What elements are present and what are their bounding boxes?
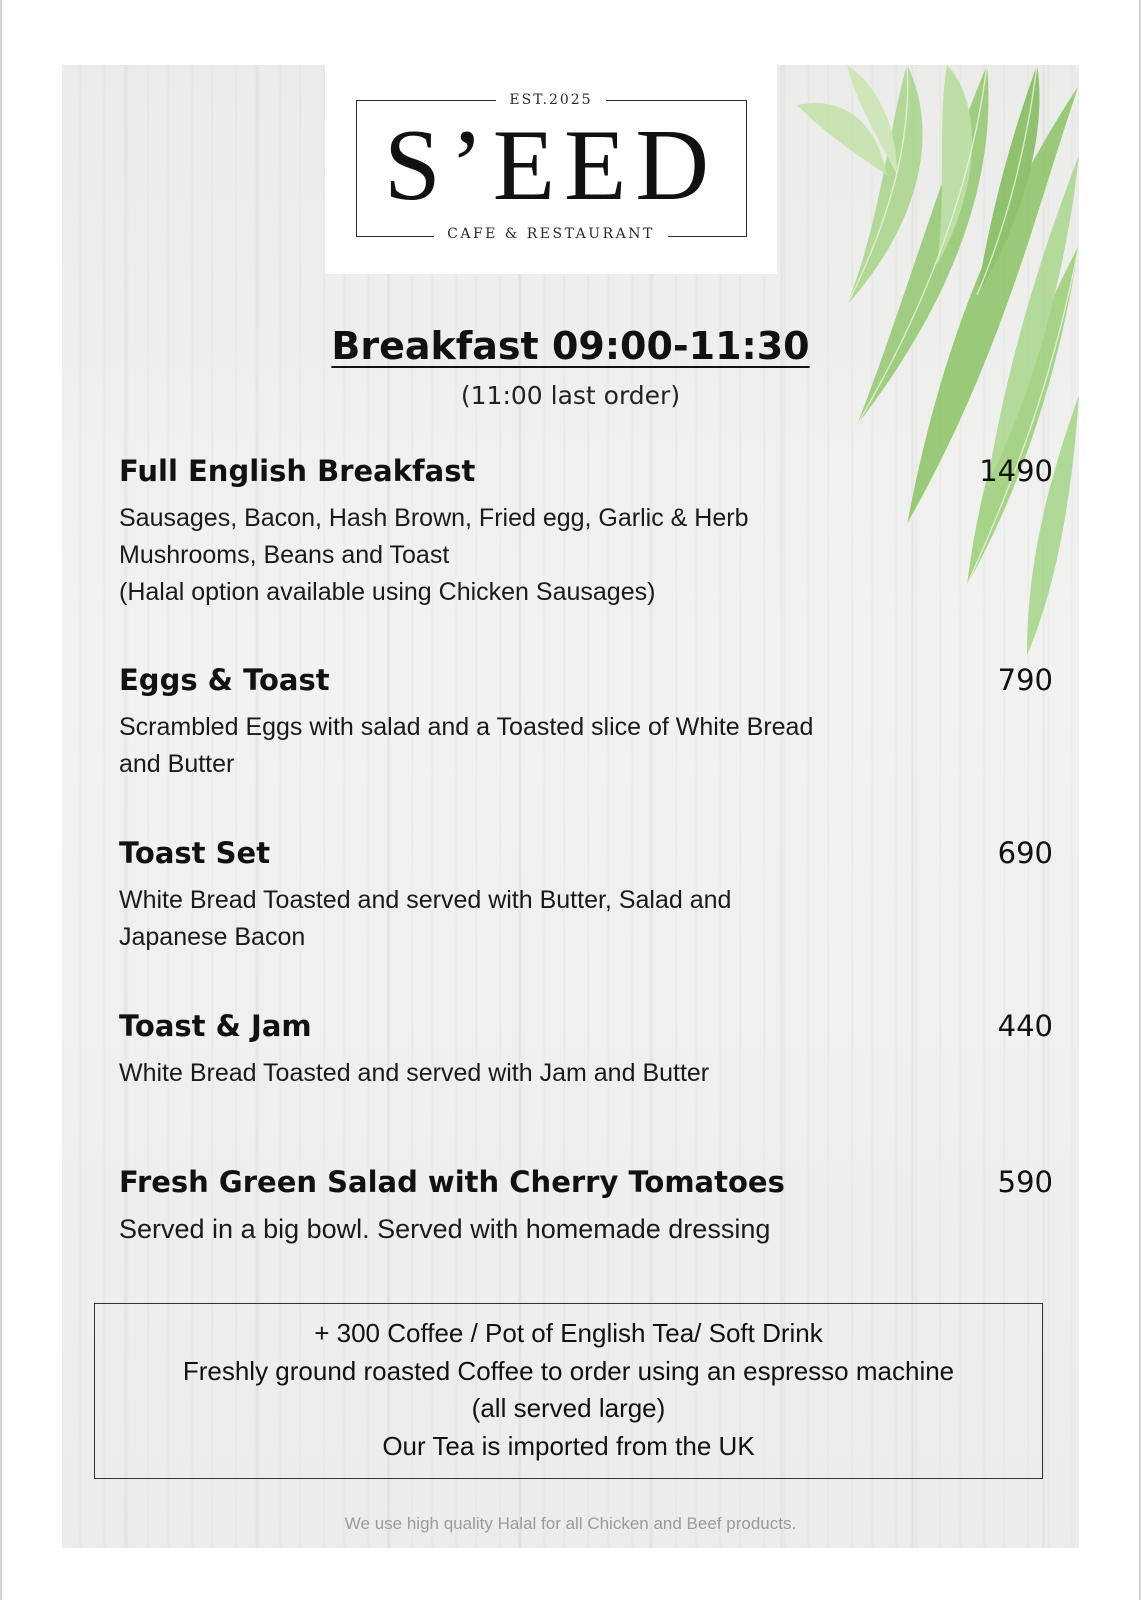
logo-name: S’EED (384, 109, 718, 222)
menu-item-name: Full English Breakfast (119, 454, 476, 488)
menu-item-description: Served in a big bowl. Served with homemade dressing (119, 1214, 771, 1244)
logo-subtitle: CAFE & RESTAURANT (434, 226, 668, 242)
menu-item-price: 440 (997, 1009, 1053, 1043)
menu-item-name: Fresh Green Salad with Cherry Tomatoes (119, 1165, 785, 1199)
menu-item-name: Toast & Jam (119, 1009, 312, 1043)
menu-item-description: Sausages, Bacon, Hash Brown, Fried egg, Garlic & Herb Mushrooms, Beans and Toast (Halal option available using Chicken Sausages) (119, 504, 749, 606)
menu-item-price: 1490 (979, 454, 1053, 488)
drinks-line: (all served large) (471, 1393, 666, 1423)
menu-item-description: White Bread Toasted and served with Jam and Butter (119, 1059, 710, 1087)
menu-item-price: 690 (997, 836, 1053, 870)
menu-board (62, 65, 1079, 1548)
halal-note: We use high quality Halal for all Chicken and Beef products. (344, 1514, 797, 1533)
drinks-text (95, 1315, 1042, 1465)
page-edge-left (0, 0, 2, 1600)
menu-item-name: Eggs & Toast (119, 663, 330, 697)
drinks-line: Our Tea is imported from the UK (382, 1430, 755, 1461)
logo (325, 65, 777, 274)
menu-title: Breakfast 09:00-11:30 (331, 324, 810, 368)
menu-item-description: Scrambled Eggs with salad and a Toasted slice of White Bread and Butter (119, 713, 814, 778)
drinks-line: Freshly ground roasted Coffee to order using an espresso machine (182, 1355, 955, 1386)
menu-subtitle: (11:00 last order) (460, 381, 681, 410)
menu-item-name: Toast Set (119, 836, 271, 870)
menu-item-description: White Bread Toasted and served with Butter, Salad and Japanese Bacon (119, 886, 732, 951)
menu-item-price: 590 (997, 1165, 1053, 1199)
logo-established: EST.2025 (496, 92, 605, 108)
drinks-box (94, 1303, 1043, 1479)
menu-item-price: 790 (997, 663, 1053, 697)
drinks-line: + 300 Coffee / Pot of English Tea/ Soft Drink (314, 1318, 823, 1348)
